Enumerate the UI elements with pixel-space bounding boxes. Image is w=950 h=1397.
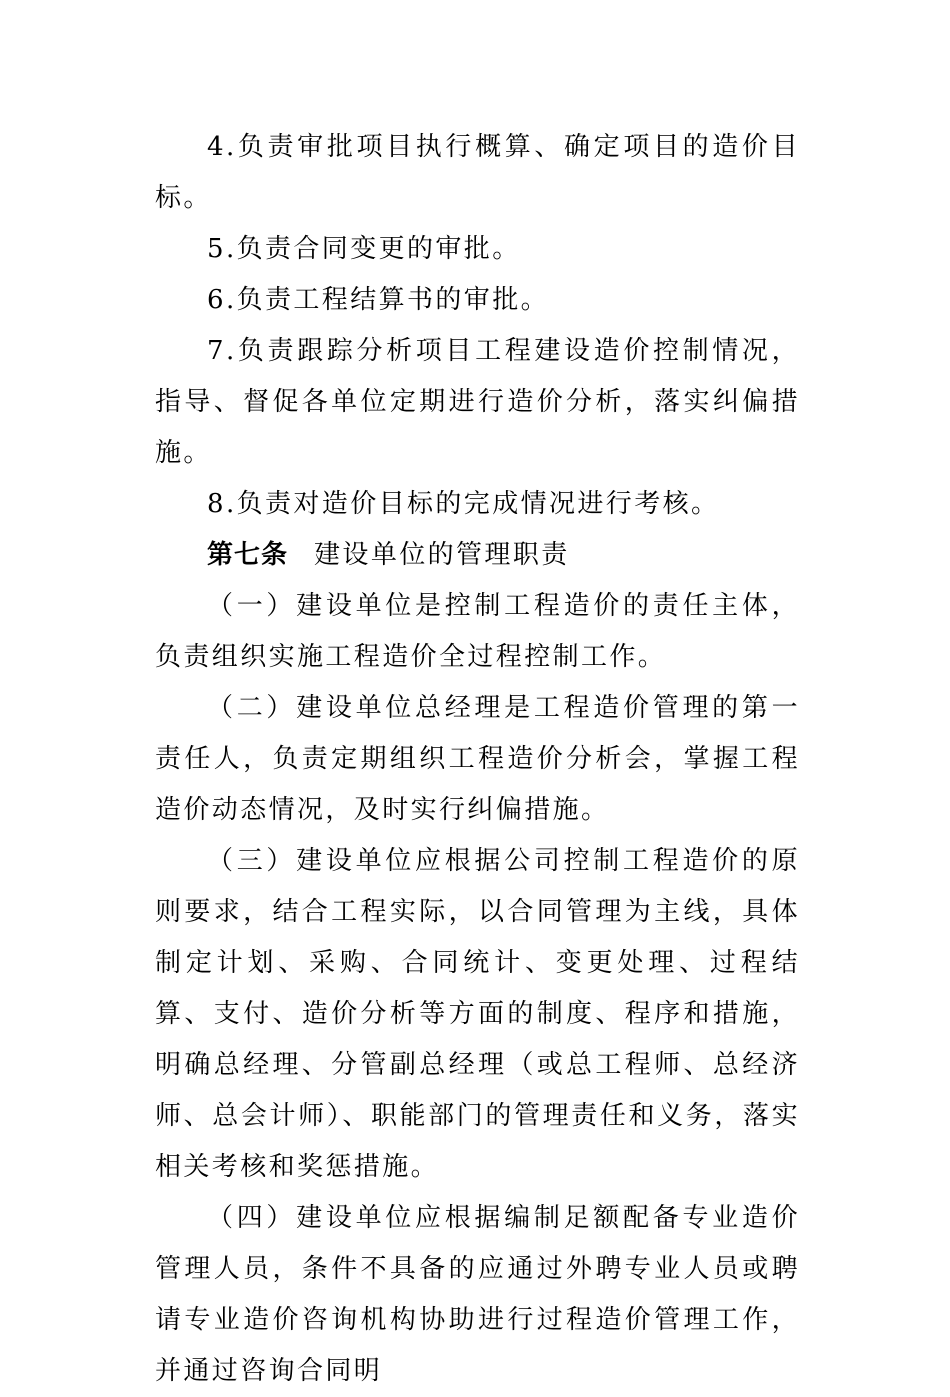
article-title: 建设单位的管理职责 [314, 540, 570, 570]
clause-2: （二）建设单位总经理是工程造价管理的第一责任人，负责定期组织工程造价分析会，掌握工程造价动态情况，及时实行纠偏措施。 [155, 693, 800, 825]
article-heading [155, 530, 800, 581]
document-body [155, 122, 800, 1397]
clause-1: （一）建设单位是控制工程造价的责任主体，负责组织实施工程造价全过程控制工作。 [155, 591, 800, 672]
item-7: 7.负责跟踪分析项目工程建设造价控制情况，指导、督促各单位定期进行造价分析，落实纠偏措施。 [155, 336, 800, 468]
item-6: 6.负责工程结算书的审批。 [207, 285, 550, 315]
clause-3: （三）建设单位应根据公司控制工程造价的原则要求，结合工程实际，以合同管理为主线，具体制定计划、采购、合同统计、变更处理、过程结算、支付、造价分析等方面的制度、程序和措施，明确总经理、分管副总经理（或总工程师、总经济师、总会计师）、职能部门的管理责任和义务，落实相关考核和奖惩措施。 [155, 846, 800, 1182]
item-4: 4.负责审批项目执行概算、确定项目的造价目标。 [155, 132, 800, 213]
item-5: 5.负责合同变更的审批。 [207, 234, 521, 264]
article-number: 第七条 [207, 540, 289, 570]
clause-4: （四）建设单位应根据编制足额配备专业造价管理人员，条件不具备的应通过外聘专业人员或聘请专业造价咨询机构协助进行过程造价管理工作，并通过咨询合同明 [155, 1203, 800, 1386]
item-8: 8.负责对造价目标的完成情况进行考核。 [207, 489, 720, 519]
